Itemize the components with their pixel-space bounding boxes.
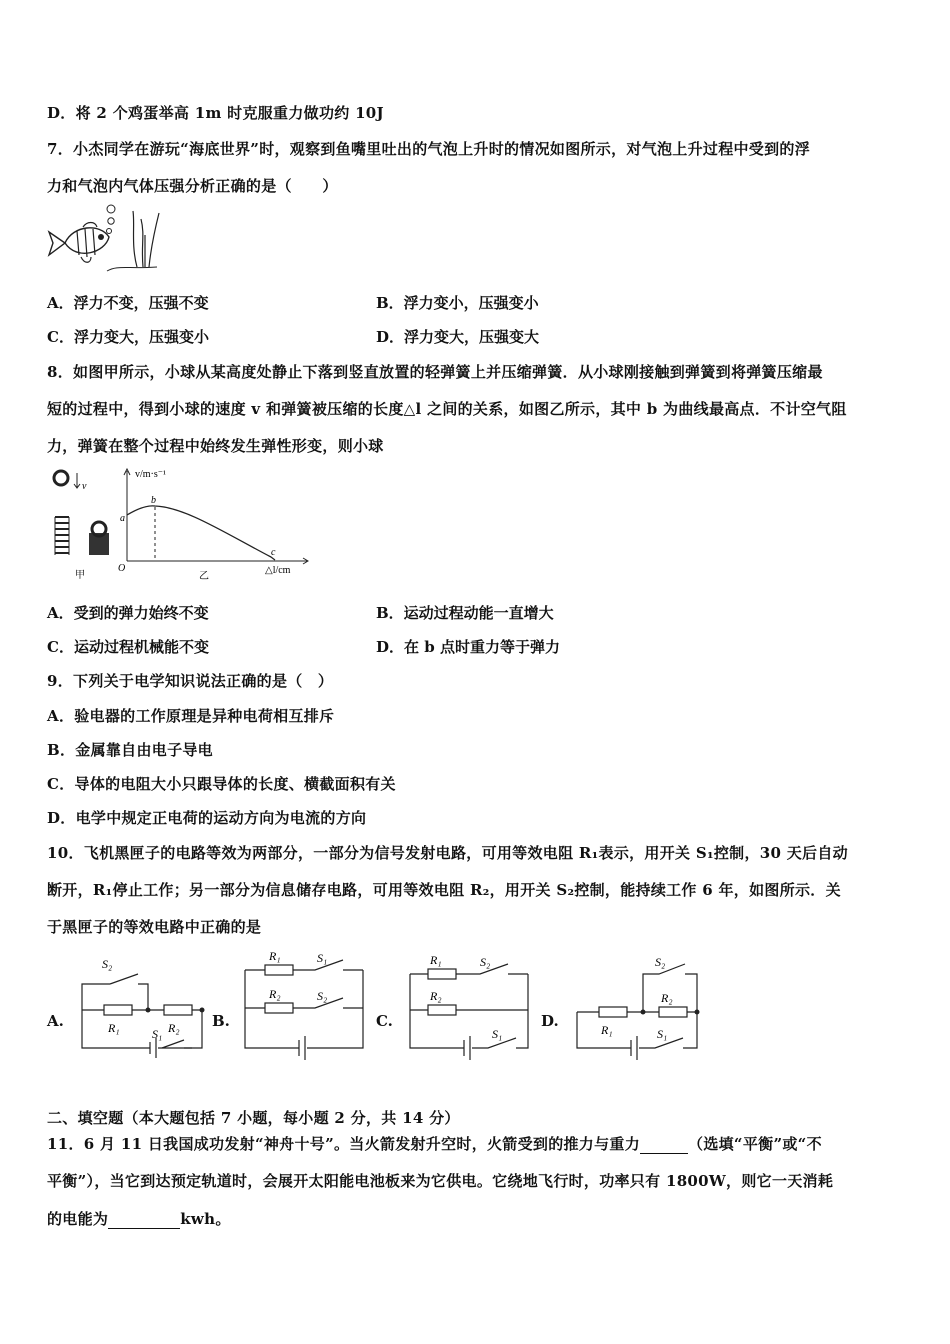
circuit-a-r1: R₁ (108, 1021, 120, 1035)
q7-option-a: A．浮力不变，压强不变 (47, 294, 209, 312)
q6-option-d: D．将 2 个鸡蛋举高 1m 时克服重力做功约 10J (47, 104, 384, 122)
circuit-c-s2: S₂ (480, 955, 491, 969)
circuit-a-r2: R₂ (168, 1021, 180, 1035)
circuit-a (80, 950, 205, 1055)
q10-stem-line1: 10．飞机黑匣子的电路等效为两部分，一部分为信号发射电路，可用等效电阻 R₁表示，用开关 S₁控制，30 天后自动 (47, 844, 848, 862)
fig-jia-label: 甲 (75, 570, 85, 581)
q10-stem-line3: 于黑匣子的等效电路中正确的是 (47, 918, 262, 936)
circuit-d-s2: S₂ (655, 955, 666, 969)
q7-option-d: D．浮力变大，压强变大 (376, 328, 540, 346)
section2-title: 二、填空题（本大题包括 7 小题，每小题 2 分，共 14 分） (47, 1109, 460, 1127)
q8-stem-line2: 短的过程中，得到小球的速度 v 和弹簧被压缩的长度△l 之间的关系，如图乙所示，其中 b 为曲线最高点．不计空气阻 (47, 400, 847, 418)
circuit-d (575, 952, 700, 1057)
q11-line3-tail: kwh。 (180, 1210, 231, 1228)
q10-stem-line2: 断开，R₁停止工作；另一部分为信息储存电路，可用等效电阻 R₂，用开关 S₂控制，能持续工作 6 年，如图所示．关 (47, 881, 841, 899)
q11-line2: 平衡”），当它到达预定轨道时，会展开太阳能电池板来为它供电。它绕地飞行时，功率只有 1800W，则它一天消耗 (47, 1172, 834, 1190)
q8-option-c: C．运动过程机械能不变 (47, 638, 209, 656)
circuit-c (408, 952, 533, 1057)
q11-line1-text: 11．6 月 11 日我国成功发射“神舟十号”。当火箭发射升空时，火箭受到的推力与重力 (47, 1135, 641, 1153)
circuit-b-s2: S₂ (317, 989, 328, 1003)
circuit-c-r1: R₁ (430, 953, 442, 967)
q8-option-d: D．在 b 点时重力等于弹力 (376, 638, 560, 656)
ball-spring-graph-figure (45, 465, 315, 585)
circuit-b-r2: R₂ (269, 987, 281, 1001)
q9-option-d: D．电学中规定正电荷的运动方向为电流的方向 (47, 809, 367, 827)
q11-line3-text: 的电能为 (47, 1210, 109, 1228)
q7-stem-line1: 7．小杰同学在游玩“海底世界”时，观察到鱼嘴里吐出的气泡上升时的情况如图所示，对气泡上升过程中受到的浮 (47, 140, 810, 158)
q11-blank-1[interactable] (640, 1135, 688, 1154)
y-axis-label: v/m·s⁻¹ (135, 469, 167, 480)
q7-option-b: B．浮力变小，压强变小 (376, 294, 539, 312)
circuit-b (243, 950, 368, 1055)
circuit-d-r1: R₁ (601, 1023, 613, 1037)
q11-line1 (47, 1133, 822, 1154)
q7-stem-line2: 力和气泡内气体压强分析正确的是（ ） (47, 177, 338, 195)
circuit-a-s2: S₂ (102, 957, 113, 971)
circuit-d-label: D. (541, 1012, 559, 1030)
q8-stem-line3: 力，弹簧在整个过程中始终发生弹性形变，则小球 (47, 437, 384, 455)
velocity-label: v (82, 481, 87, 492)
circuit-b-label: B. (212, 1012, 230, 1030)
circuit-c-label: C. (376, 1012, 393, 1030)
velocity-curve (127, 506, 275, 560)
q9-option-c: C．导体的电阻大小只跟导体的长度、横截面积有关 (47, 775, 396, 793)
spring (55, 517, 69, 553)
circuit-c-r2: R₂ (430, 989, 442, 1003)
x-axis-label: △l/cm (265, 565, 291, 576)
circuit-c-s1: S₁ (492, 1027, 503, 1041)
q8-option-a: A．受到的弹力始终不变 (47, 604, 209, 622)
q9-option-b: B．金属靠自由电子导电 (47, 741, 213, 759)
q8-stem-line1: 8．如图甲所示，小球从某高度处静止下落到竖直放置的轻弹簧上并压缩弹簧．从小球刚接触到弹簧到将弹簧压缩最 (47, 363, 823, 381)
q11-line1-tail: （选填“平衡”或“不 (688, 1135, 822, 1153)
q11-blank-2[interactable] (108, 1210, 180, 1229)
ball (54, 471, 68, 485)
point-c: c (271, 547, 276, 558)
circuit-d-s1: S₁ (657, 1027, 668, 1041)
q9-stem: 9．下列关于电学知识说法正确的是（ ） (47, 672, 334, 690)
point-a: a (120, 513, 125, 524)
origin-label: O (118, 563, 126, 574)
q8-option-b: B．运动过程动能一直增大 (376, 604, 554, 622)
q7-option-c: C．浮力变大，压强变小 (47, 328, 209, 346)
fish-bubbles-figure (45, 205, 165, 280)
circuit-a-label: A. (47, 1012, 64, 1030)
circuit-b-r1: R₁ (269, 949, 281, 963)
point-b: b (151, 495, 156, 506)
q11-line3 (47, 1208, 231, 1229)
circuit-d-r2: R₂ (661, 991, 673, 1005)
circuit-b-s1: S₁ (317, 951, 328, 965)
q9-option-a: A．验电器的工作原理是异种电荷相互排斥 (47, 707, 335, 725)
fig-yi-label: 乙 (199, 571, 209, 582)
circuit-a-s1: S₁ (152, 1027, 163, 1041)
